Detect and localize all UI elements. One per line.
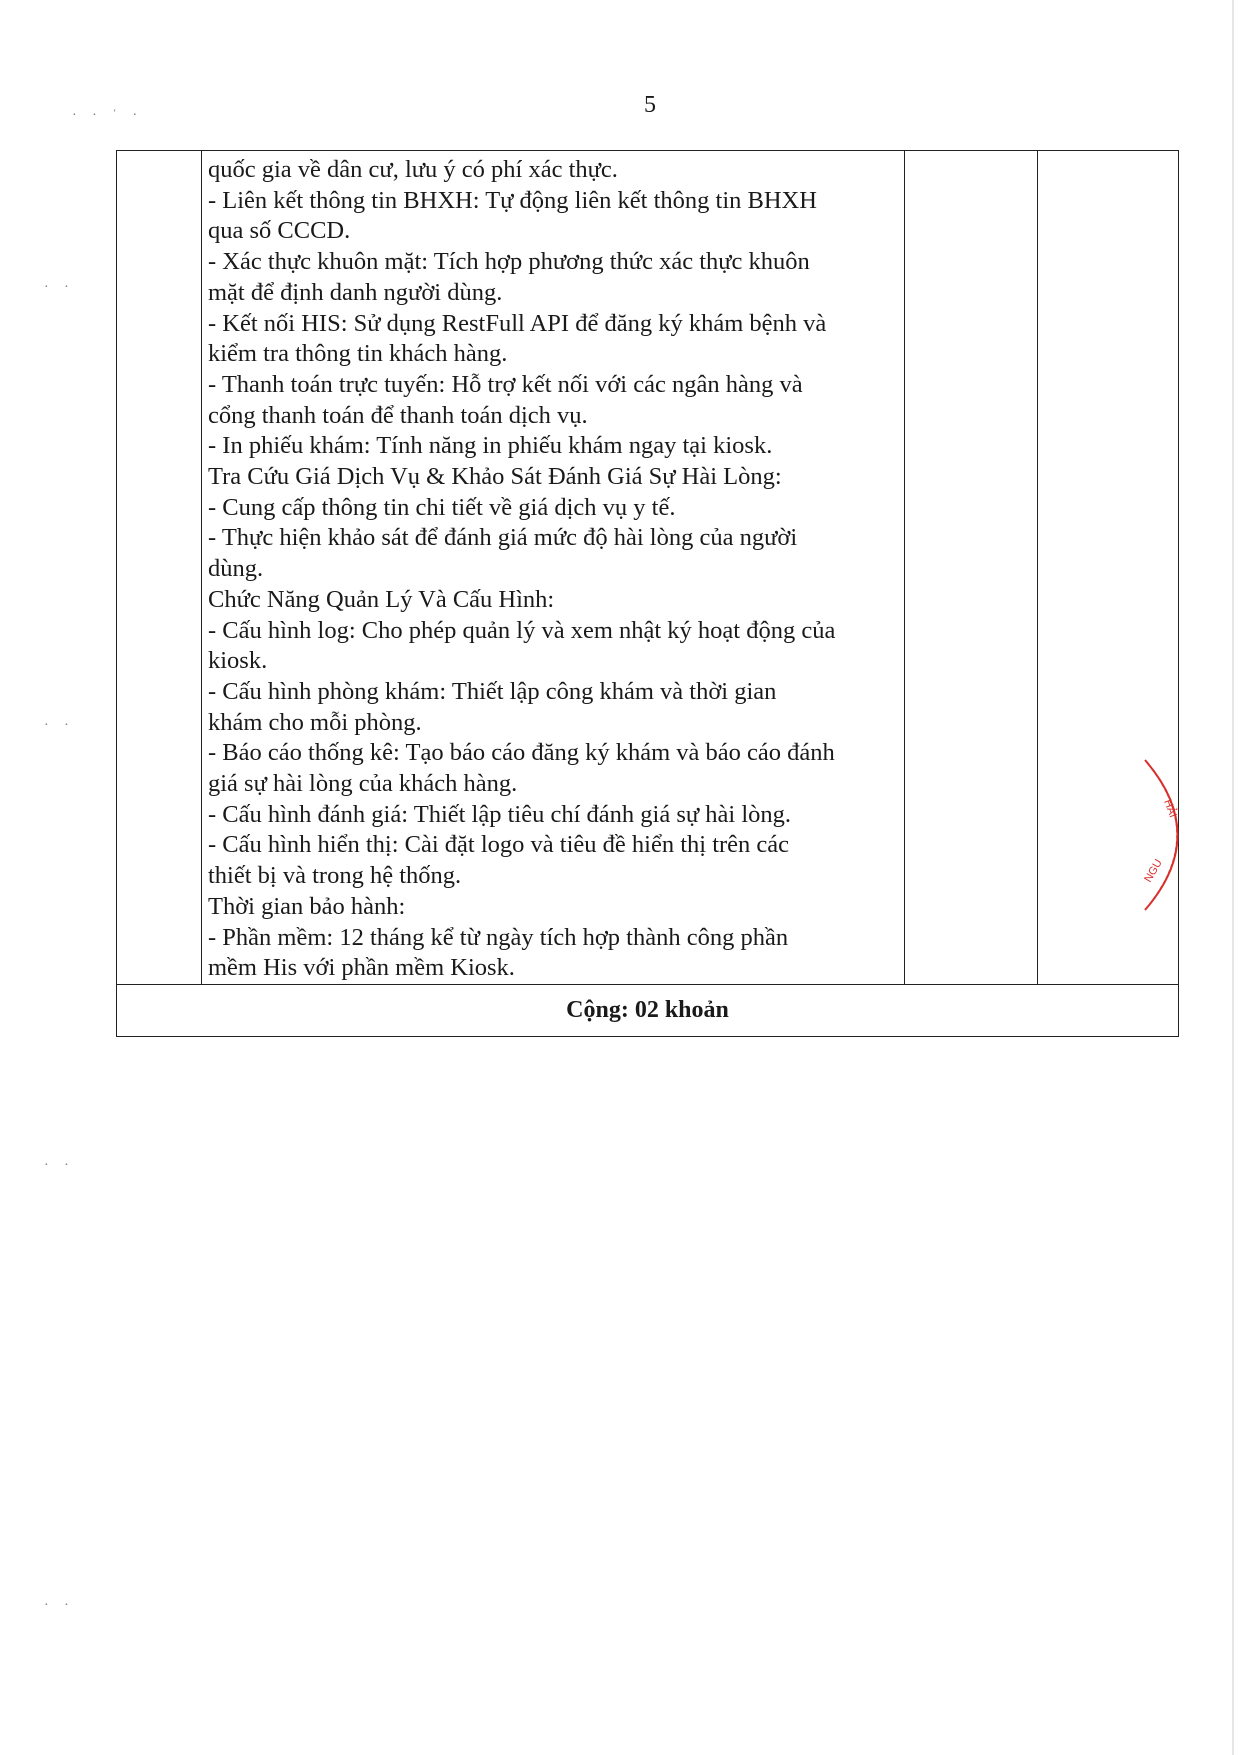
text-line: qua số CCCD. (208, 217, 351, 245)
scan-speck: · · ˈ · (72, 108, 144, 123)
text-line: Thời gian bảo hành: (208, 892, 406, 920)
stt-cell (117, 151, 202, 984)
stamp-text: HẢI (1161, 797, 1179, 820)
text-line: - Liên kết thông tin BHXH: Tự động liên kết thông tin BHXH (208, 186, 817, 214)
text-line: - Cấu hình log: Cho phép quản lý và xem nhật ký hoạt động của (208, 616, 836, 644)
text-line: - Báo cáo thống kê: Tạo báo cáo đăng ký khám và báo cáo đánh (208, 739, 835, 767)
text-line: khám cho mỗi phòng. (208, 708, 422, 736)
text-line: - Cấu hình hiển thị: Cài đặt logo và tiêu đề hiển thị trên các (208, 831, 790, 859)
scan-speck: · · (44, 280, 75, 295)
description-cell (202, 151, 905, 984)
text-line: - Cung cấp thông tin chi tiết về giá dịch vụ y tế. (208, 493, 676, 521)
total-row: Cộng: 02 khoản (566, 996, 729, 1023)
unit-cell (905, 151, 1038, 984)
text-line: dùng. (208, 555, 264, 583)
scan-speck: · · (44, 1158, 75, 1173)
text-line: cổng thanh toán để thanh toán dịch vụ. (208, 401, 588, 429)
scan-edge (1232, 0, 1234, 1755)
text-line: thiết bị và trong hệ thống. (208, 862, 462, 890)
text-line: - Phần mềm: 12 tháng kể từ ngày tích hợp thành công phần (208, 923, 789, 951)
text-line: mặt để định danh người dùng. (208, 278, 503, 306)
text-line: - Xác thực khuôn mặt: Tích hợp phương thức xác thực khuôn (208, 248, 810, 276)
scan-speck: · · (44, 718, 75, 733)
text-line: Tra Cứu Giá Dịch Vụ & Khảo Sát Đánh Giá Sự Hài Lòng: (208, 463, 782, 491)
text-line: - Kết nối HIS: Sử dụng RestFull API để đăng ký khám bệnh và (208, 309, 827, 337)
red-seal-stamp (1140, 755, 1200, 915)
spec-table (116, 150, 1179, 1037)
table-row (117, 151, 1178, 985)
text-line: - Cấu hình đánh giá: Thiết lập tiêu chí đánh giá sự hài lòng. (208, 800, 792, 828)
text-line: quốc gia về dân cư, lưu ý có phí xác thực. (208, 156, 618, 183)
text-line: - Thực hiện khảo sát để đánh giá mức độ hài lòng của người (208, 524, 798, 552)
text-line: - In phiếu khám: Tính năng in phiếu khám ngay tại kiosk. (208, 432, 773, 460)
text-line: - Cấu hình phòng khám: Thiết lập công khám và thời gian (208, 677, 777, 705)
text-line: kiosk. (208, 647, 268, 675)
text-line: mềm His với phần mềm Kiosk. (208, 954, 515, 982)
text-line: giá sự hài lòng của khách hàng. (208, 770, 518, 798)
scan-speck: · · (44, 1598, 75, 1613)
stamp-text: NGU (1142, 857, 1165, 885)
page-number: 5 (644, 92, 656, 118)
text-line: Chức Năng Quản Lý Và Cấu Hình: (208, 585, 555, 613)
text-line: - Thanh toán trực tuyến: Hỗ trợ kết nối với các ngân hàng và (208, 370, 803, 398)
text-line: kiểm tra thông tin khách hàng. (208, 340, 508, 368)
